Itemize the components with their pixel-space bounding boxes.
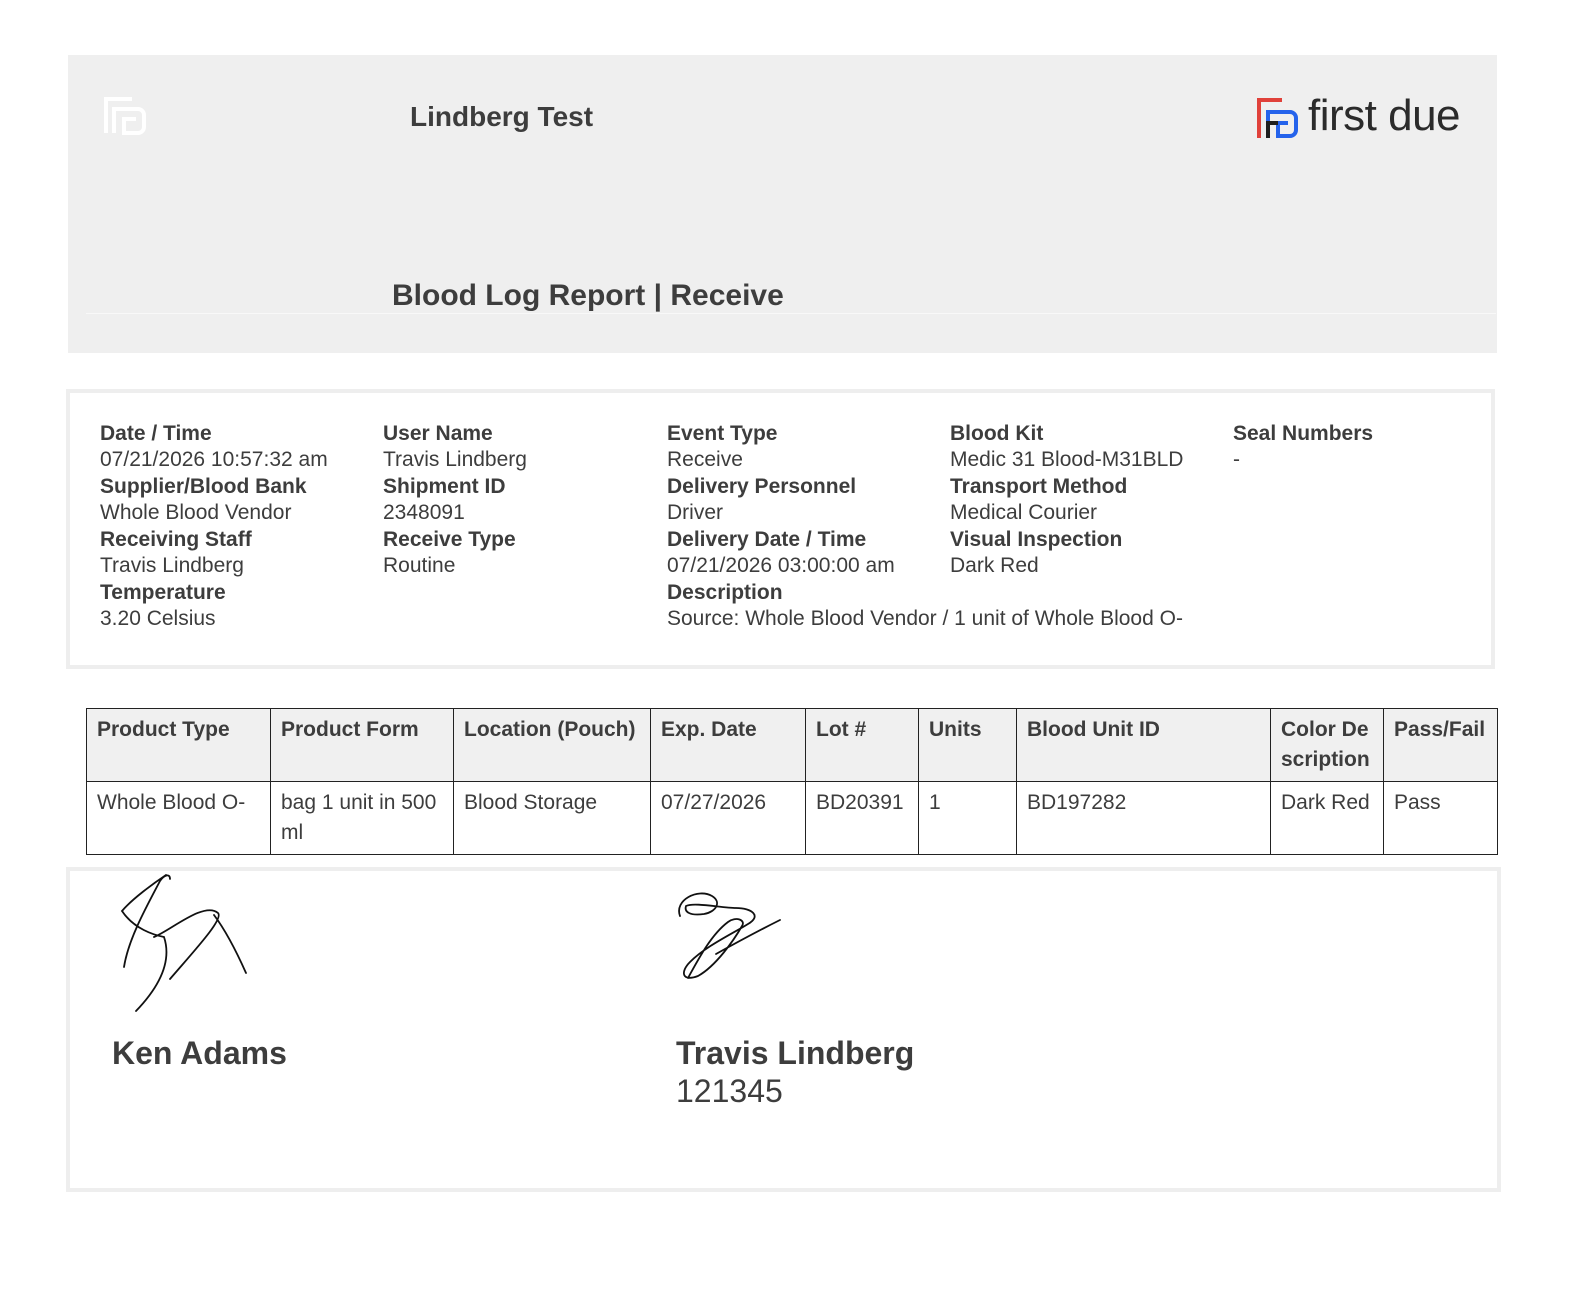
cell-exp-date: 07/27/2026 <box>651 782 806 855</box>
organization-title: Lindberg Test <box>410 101 594 132</box>
column-header-product-form: Product Form <box>271 709 454 782</box>
field-temperature <box>100 580 226 632</box>
field-label: Shipment ID <box>383 475 506 498</box>
column-header-product-type: Product Type <box>87 709 271 782</box>
column-header-location: Location (Pouch) <box>454 709 651 782</box>
field-description <box>667 580 1183 632</box>
field-label: Delivery Date / Time <box>667 528 867 551</box>
field-supplier <box>100 474 307 526</box>
column-header-color-description: Color Description <box>1271 709 1384 782</box>
first-due-logo-icon <box>1256 97 1300 141</box>
field-transport-method <box>950 474 1127 526</box>
signer-name: Travis Lindberg <box>676 1035 915 1071</box>
first-due-mark-icon <box>102 93 148 139</box>
field-visual-inspection <box>950 527 1122 579</box>
field-label: Date / Time <box>100 422 212 445</box>
field-label: Temperature <box>100 581 226 604</box>
column-header-lot: Lot # <box>806 709 919 782</box>
field-date-time <box>100 421 328 473</box>
brand-logo <box>1256 91 1471 145</box>
column-header-exp-date: Exp. Date <box>651 709 806 782</box>
report-header <box>68 55 1497 353</box>
field-label: Blood Kit <box>950 422 1044 445</box>
field-receiving-staff <box>100 527 252 579</box>
signer-name: Ken Adams <box>112 1035 287 1071</box>
field-value: Source: Whole Blood Vendor / 1 unit of Whole Blood O- <box>667 607 1183 630</box>
cell-pass-fail: Pass <box>1384 782 1498 855</box>
field-value: Whole Blood Vendor <box>100 501 292 524</box>
report-title: Blood Log Report | Receive <box>392 279 784 312</box>
field-value: 3.20 Celsius <box>100 607 216 630</box>
field-blood-kit <box>950 421 1183 473</box>
signatures-panel <box>66 867 1501 1192</box>
field-value: Routine <box>383 554 456 577</box>
cell-lot: BD20391 <box>806 782 919 855</box>
field-label: Transport Method <box>950 475 1128 498</box>
field-value: 2348091 <box>383 501 465 524</box>
details-panel <box>66 389 1495 669</box>
signature-image <box>676 886 786 986</box>
field-event-type <box>667 421 777 473</box>
field-value: Receive <box>667 448 743 471</box>
signer-id: 121345 <box>676 1073 783 1109</box>
column-header-units: Units <box>919 709 1017 782</box>
field-value: 07/21/2026 03:00:00 am <box>667 554 895 577</box>
cell-location: Blood Storage <box>454 782 651 855</box>
field-label: User Name <box>383 422 493 445</box>
column-header-blood-unit-id: Blood Unit ID <box>1017 709 1271 782</box>
signature-image <box>114 871 254 1016</box>
brand-name: first due <box>1308 91 1461 140</box>
field-value: Driver <box>667 501 723 524</box>
field-value: Travis Lindberg <box>383 448 527 471</box>
field-value: Dark Red <box>950 554 1039 577</box>
field-seal-numbers <box>1233 421 1373 473</box>
field-delivery-date-time <box>667 527 895 579</box>
field-shipment-id <box>383 474 506 526</box>
field-value: Medical Courier <box>950 501 1098 524</box>
field-value: - <box>1233 448 1240 471</box>
blood-unit-table <box>86 708 1498 855</box>
field-value: Travis Lindberg <box>100 554 244 577</box>
field-label: Delivery Personnel <box>667 475 857 498</box>
cell-product-form: bag 1 unit in 500 ml <box>271 782 454 855</box>
table-row <box>87 782 1498 855</box>
cell-blood-unit-id: BD197282 <box>1017 782 1271 855</box>
field-receive-type <box>383 527 516 579</box>
header-divider <box>86 313 1496 314</box>
field-label: Supplier/Blood Bank <box>100 475 307 498</box>
field-delivery-personnel <box>667 474 856 526</box>
cell-units: 1 <box>919 782 1017 855</box>
field-label: Seal Numbers <box>1233 422 1374 445</box>
field-value: Medic 31 Blood-M31BLD <box>950 448 1184 471</box>
field-label: Description <box>667 581 783 604</box>
field-value: 07/21/2026 10:57:32 am <box>100 448 328 471</box>
cell-color-description: Dark Red <box>1271 782 1384 855</box>
field-label: Receiving Staff <box>100 528 252 551</box>
field-label: Event Type <box>667 422 778 445</box>
cell-product-type: Whole Blood O- <box>87 782 271 855</box>
field-label: Visual Inspection <box>950 528 1123 551</box>
column-header-pass-fail: Pass/Fail <box>1384 709 1498 782</box>
table-header-row <box>87 709 1498 782</box>
field-user-name <box>383 421 527 473</box>
field-label: Receive Type <box>383 528 516 551</box>
